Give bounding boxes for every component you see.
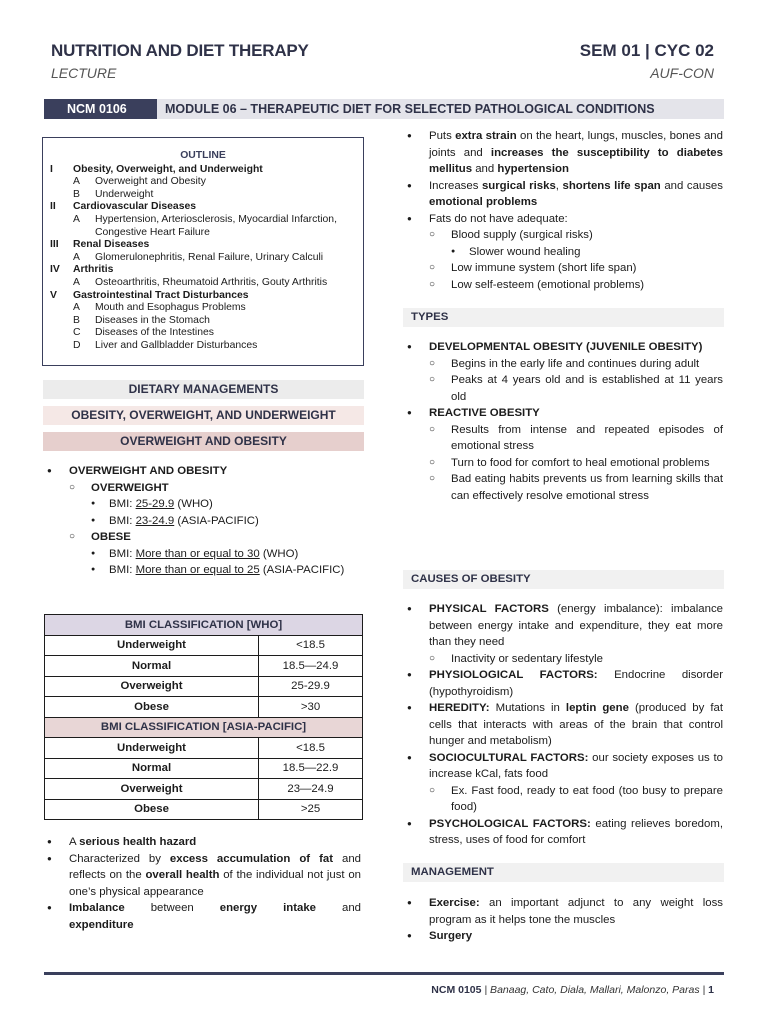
outline-item-text: Arthritis: [73, 264, 114, 276]
list-item: ○ Ex. Fast food, ready to eat food (too busy to prepare food): [429, 783, 723, 816]
list-item: ● OVERWEIGHT AND OBESITY: [47, 463, 361, 480]
list-item: ○ Results from intense and repeated episodes of emotional stress: [429, 422, 723, 455]
list-item: ○ Bad eating habits prevents us from learning skills that can effectively resolve emotional stress: [429, 471, 723, 504]
bmi-table-title: BMI CLASSIFICATION [WHO]: [45, 615, 363, 636]
outline-item-text: Obesity, Overweight, and Underweight: [73, 163, 263, 175]
bmi-category: Obese: [45, 697, 259, 718]
outline-item-number: B: [73, 314, 80, 326]
outline-item: [49, 302, 357, 315]
section-band-obesity: OBESITY, OVERWEIGHT, AND UNDERWEIGHT: [43, 406, 364, 425]
bmi-range: >30: [259, 697, 363, 718]
section-band-dietary: DIETARY MANAGEMENTS: [43, 380, 364, 399]
list-item: ● PHYSIOLOGICAL FACTORS: Endocrine disorder (hypothyroidism): [407, 667, 723, 700]
table-row: [45, 676, 363, 697]
outline-item: [49, 290, 357, 303]
bmi-range: 25-29.9: [259, 676, 363, 697]
list-item: ● BMI: 23-24.9 (ASIA-PACIFIC): [91, 513, 361, 530]
list-item: ● Slower wound healing: [451, 244, 723, 261]
list-item: ● HEREDITY: Mutations in leptin gene (produced by fat cells that interacts with areas of the brain that control hunger and metabolism): [407, 700, 723, 750]
list-item: ○ Peaks at 4 years old and is established at 11 years old: [429, 372, 723, 405]
list-item: ○ Low self-esteem (emotional problems): [429, 277, 723, 294]
list-item: ○ OVERWEIGHT: [69, 480, 361, 497]
left-overweight-list: [47, 463, 361, 579]
bmi-category: Overweight: [45, 676, 259, 697]
footer-divider: [44, 972, 724, 975]
semester-cycle: SEM 01 | CYC 02: [579, 41, 714, 60]
bmi-table-title: BMI CLASSIFICATION [ASIA-PACIFIC]: [45, 717, 363, 738]
list-item: ● A serious health hazard: [47, 834, 361, 851]
bmi-table: [44, 614, 363, 820]
outline-item-number: D: [73, 339, 81, 351]
doc-title: NUTRITION AND DIET THERAPY: [51, 41, 309, 60]
outline-item-number: III: [50, 239, 59, 251]
outline-item: [49, 214, 357, 239]
table-row: [45, 738, 363, 759]
outline-title: OUTLINE: [180, 150, 226, 161]
outline-item: [49, 277, 357, 290]
list-item: ● BMI: 25-29.9 (WHO): [91, 496, 361, 513]
outline-item-number: IV: [50, 264, 60, 276]
bmi-range: 18.5—24.9: [259, 656, 363, 677]
list-item: ● PHYSICAL FACTORS (energy imbalance): imbalance between energy intake and expenditure, they eat more than they need: [407, 601, 723, 651]
bmi-range: <18.5: [259, 738, 363, 759]
outline-item-text: Diseases of the Intestines: [95, 327, 214, 339]
left-hazard-list: [47, 834, 361, 933]
bmi-category: Underweight: [45, 635, 259, 656]
outline-item-text: Gastrointestinal Tract Disturbances: [73, 289, 249, 301]
outline-item-text: Mouth and Esophagus Problems: [95, 302, 246, 314]
outline-item: [49, 315, 357, 328]
outline-list: [49, 164, 357, 353]
list-item: ○ Blood supply (surgical risks): [429, 227, 723, 244]
bmi-category: Underweight: [45, 738, 259, 759]
outline-item-number: A: [73, 251, 80, 263]
list-item: ● Characterized by excess accumulation of fat and reflects on the overall health of the individual not just on one’s physical appearance: [47, 851, 361, 901]
bmi-category: Obese: [45, 799, 259, 820]
list-item: ● BMI: More than or equal to 30 (WHO): [91, 546, 361, 563]
bmi-range: 23—24.9: [259, 779, 363, 800]
module-bar: [44, 99, 724, 119]
list-item: ● Surgery: [407, 928, 723, 945]
outline-item-text: Diseases in the Stomach: [95, 314, 210, 326]
outline-item-number: A: [73, 302, 80, 314]
list-item: ○ Low immune system (short life span): [429, 260, 723, 277]
list-item: ● Imbalance between energy intake and expenditure: [47, 900, 361, 933]
table-row: [45, 799, 363, 820]
right-causes-list: [407, 601, 723, 849]
outline-item: [49, 189, 357, 202]
outline-item-text: Hypertension, Arteriosclerosis, Myocardial Infarction, Congestive Heart Failure: [95, 213, 337, 238]
outline-item: [49, 201, 357, 214]
list-item: ● DEVELOPMENTAL OBESITY (JUVENILE OBESITY): [407, 339, 723, 356]
list-item: ● Exercise: an important adjunct to any weight loss program as it helps tone the muscles: [407, 895, 723, 928]
band-types: TYPES: [403, 308, 724, 327]
bmi-category: Overweight: [45, 779, 259, 800]
doc-subtitle: LECTURE: [51, 65, 117, 81]
outline-item-text: Overweight and Obesity: [95, 176, 206, 188]
outline-item-text: Cardiovascular Diseases: [73, 201, 197, 213]
list-item: ● Fats do not have adequate:: [407, 211, 723, 228]
outline-item-number: A: [73, 276, 80, 288]
outline-item: [49, 164, 357, 177]
bmi-category: Normal: [45, 656, 259, 677]
outline-item: [49, 340, 357, 353]
table-row: [45, 697, 363, 718]
outline-box: [42, 137, 364, 366]
outline-item-number: I: [50, 163, 53, 175]
table-row: [45, 758, 363, 779]
outline-item-number: A: [73, 213, 80, 225]
module-title: MODULE 06 – THERAPEUTIC DIET FOR SELECTED PATHOLOGICAL CONDITIONS: [165, 102, 655, 116]
outline-item-text: Osteoarthritis, Rheumatoid Arthritis, Gouty Arthritis: [95, 276, 328, 288]
list-item: ● BMI: More than or equal to 25 (ASIA-PACIFIC): [91, 562, 361, 579]
footer: NCM 0105 | Banaag, Cato, Diala, Mallari, Malonzo, Paras | 1: [431, 984, 714, 996]
table-row: [45, 779, 363, 800]
outline-item-text: Liver and Gallbladder Disturbances: [95, 339, 258, 351]
list-item: ● Puts extra strain on the heart, lungs, muscles, bones and joints and increases the susceptibility to diabetes mellitus and hypertension: [407, 128, 723, 178]
outline-item: [49, 239, 357, 252]
outline-item-text: Underweight: [95, 188, 154, 200]
module-code: NCM 0106: [44, 99, 157, 119]
table-row: [45, 656, 363, 677]
list-item: ○ Turn to food for comfort to heal emotional problems: [429, 455, 723, 472]
bmi-range: >25: [259, 799, 363, 820]
institution: AUF-CON: [650, 65, 714, 81]
list-item: ● SOCIOCULTURAL FACTORS: our society exposes us to increase kCal, fats food: [407, 750, 723, 783]
list-item: ○ Inactivity or sedentary lifestyle: [429, 651, 723, 668]
band-management: MANAGEMENT: [403, 863, 724, 882]
bmi-range: <18.5: [259, 635, 363, 656]
outline-item-text: Renal Diseases: [73, 239, 150, 251]
list-item: ○ OBESE: [69, 529, 361, 546]
outline-item-text: Glomerulonephritis, Renal Failure, Urinary Calculi: [95, 251, 324, 263]
list-item: ○ Begins in the early life and continues during adult: [429, 356, 723, 373]
outline-item-number: C: [73, 327, 81, 339]
table-row: [45, 635, 363, 656]
bmi-category: Normal: [45, 758, 259, 779]
list-item: ● REACTIVE OBESITY: [407, 405, 723, 422]
right-effects-list: [407, 128, 723, 293]
outline-item-number: V: [50, 289, 57, 301]
list-item: ● PSYCHOLOGICAL FACTORS: eating relieves boredom, stress, uses of food for comfort: [407, 816, 723, 849]
band-causes: CAUSES OF OBESITY: [403, 570, 724, 589]
right-types-list: [407, 339, 723, 504]
outline-item-number: B: [73, 188, 80, 200]
outline-item: [49, 176, 357, 189]
section-band-overweight-obesity: OVERWEIGHT AND OBESITY: [43, 432, 364, 451]
right-management-list: [407, 895, 723, 945]
list-item: ● Increases surgical risks, shortens life span and causes emotional problems: [407, 178, 723, 211]
outline-item: [49, 252, 357, 265]
outline-item-number: A: [73, 176, 80, 188]
outline-item: [49, 327, 357, 340]
bmi-range: 18.5—22.9: [259, 758, 363, 779]
outline-item: [49, 264, 357, 277]
outline-item-number: II: [50, 201, 56, 213]
